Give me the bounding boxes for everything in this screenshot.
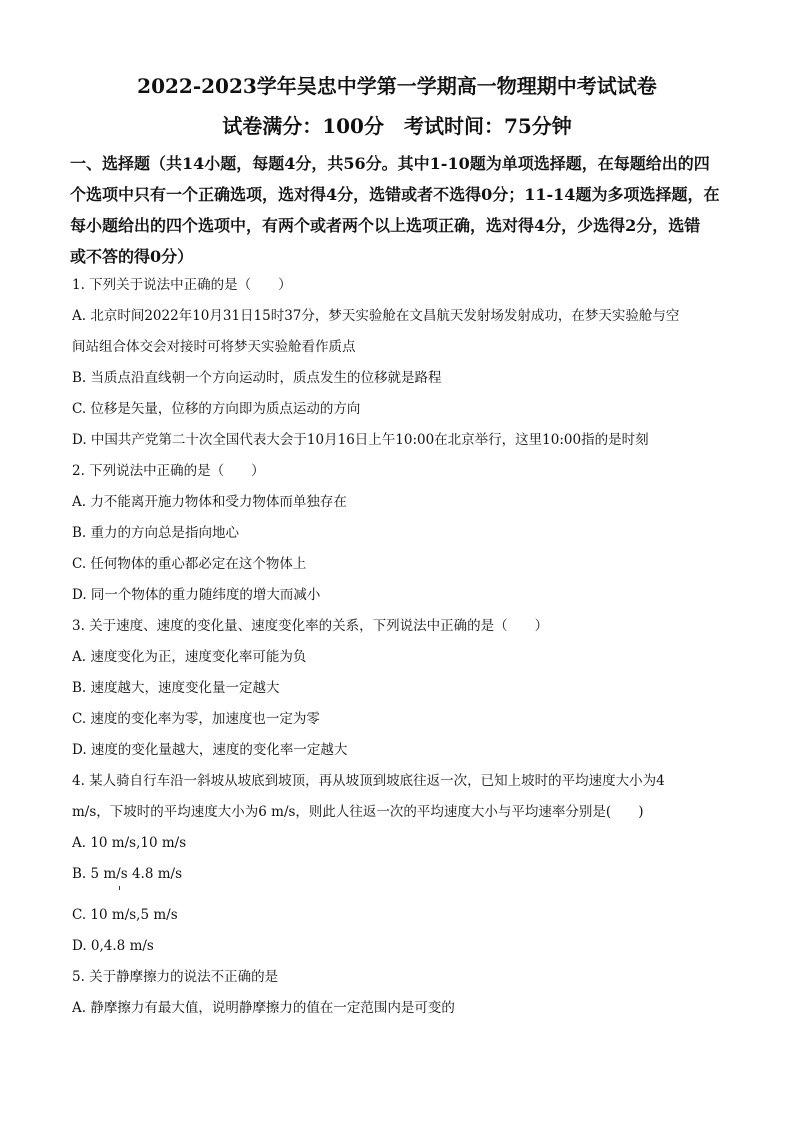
section-instructions bbox=[70, 148, 726, 272]
question-1 bbox=[72, 270, 722, 456]
option-c: C. 任何物体的重心都必定在这个物体上 bbox=[72, 556, 307, 572]
option-d: D. 0,4.8 m/s bbox=[72, 938, 154, 954]
option-a: A. 北京时间2022年10月31日15时37分，梦天实验舱在文昌航天发射场发射成功，在梦天实验舱与空 bbox=[72, 308, 680, 324]
option-c: C. 10 m/s,5 m/s bbox=[72, 907, 178, 923]
option-b: B. 速度越大，速度变化量一定越大 bbox=[72, 680, 280, 696]
option-a: A. 速度变化为正，速度变化率可能为负 bbox=[72, 649, 307, 665]
question-3 bbox=[72, 611, 722, 766]
section-line: 或不答的得0分） bbox=[70, 247, 194, 266]
exam-title: 2022-2023学年吴忠中学第一学期高一物理期中考试试卷 bbox=[137, 74, 657, 98]
question-2 bbox=[72, 456, 722, 611]
question-4 bbox=[72, 766, 722, 962]
question-stem-cont: m/s，下坡时的平均速度大小为6 m/s，则此人往返一次的平均速度大小与平均速率分别是( ) bbox=[72, 804, 644, 820]
option-d: D. 中国共产党第二十次全国代表大会于10月16日上午10:00在北京举行，这里10:00指的是时刻 bbox=[72, 432, 649, 448]
section-line: 一、选择题（共14小题，每题4分，共56分。其中1-10题为单项选择题，在每题给出的四 bbox=[70, 154, 710, 173]
question-5 bbox=[72, 962, 722, 1024]
option-c: C. 速度的变化率为零，加速度也一定为零 bbox=[72, 711, 320, 727]
option-d: D. 速度的变化量越大，速度的变化率一定越大 bbox=[72, 742, 348, 758]
option-a: A. 力不能离开施力物体和受力物体而单独存在 bbox=[72, 494, 347, 510]
exam-subtitle: 试卷满分：100分 考试时间：75分钟 bbox=[222, 114, 572, 138]
option-c: C. 位移是矢量，位移的方向即为质点运动的方向 bbox=[72, 401, 361, 417]
option-a-cont: 间站组合体交会对接时可将梦天实验舱看作质点 bbox=[72, 339, 356, 355]
question-stem: 4. 某人骑自行车沿一斜坡从坡底到坡顶，再从坡顶到坡底往返一次，已知上坡时的平均速度大小为4 bbox=[72, 773, 665, 789]
question-stem: 3. 关于速度、速度的变化量、速度变化率的关系，下列说法中正确的是（ ） bbox=[72, 618, 549, 634]
option-b: B. 当质点沿直线朝一个方向运动时，质点发生的位移就是路程 bbox=[72, 370, 442, 386]
option-b: B. 重力的方向总是指向地心 bbox=[72, 525, 240, 541]
section-line: 个选项中只有一个正确选项，选对得4分，选错或者不选得0分；11-14题为多项选择题，在 bbox=[70, 185, 720, 204]
question-stem: 1. 下列关于说法中正确的是（ ） bbox=[72, 277, 292, 293]
option-a: A. 10 m/s,10 m/s bbox=[72, 835, 187, 851]
option-a: A. 静摩擦力有最大值，说明静摩擦力的值在一定范围内是可变的 bbox=[72, 1000, 455, 1016]
stray-mark bbox=[119, 886, 120, 890]
question-stem: 5. 关于静摩擦力的说法不正确的是 bbox=[72, 969, 279, 985]
section-line: 每小题给出的四个选项中，有两个或者两个以上选项正确，选对得4分，少选得2分，选错 bbox=[70, 216, 701, 235]
option-d: D. 同一个物体的重力随纬度的增大而减小 bbox=[72, 587, 321, 603]
questions-list bbox=[72, 270, 722, 1024]
option-b: B. 5 m/s 4.8 m/s bbox=[72, 866, 182, 882]
question-stem: 2. 下列说法中正确的是（ ） bbox=[72, 463, 265, 479]
